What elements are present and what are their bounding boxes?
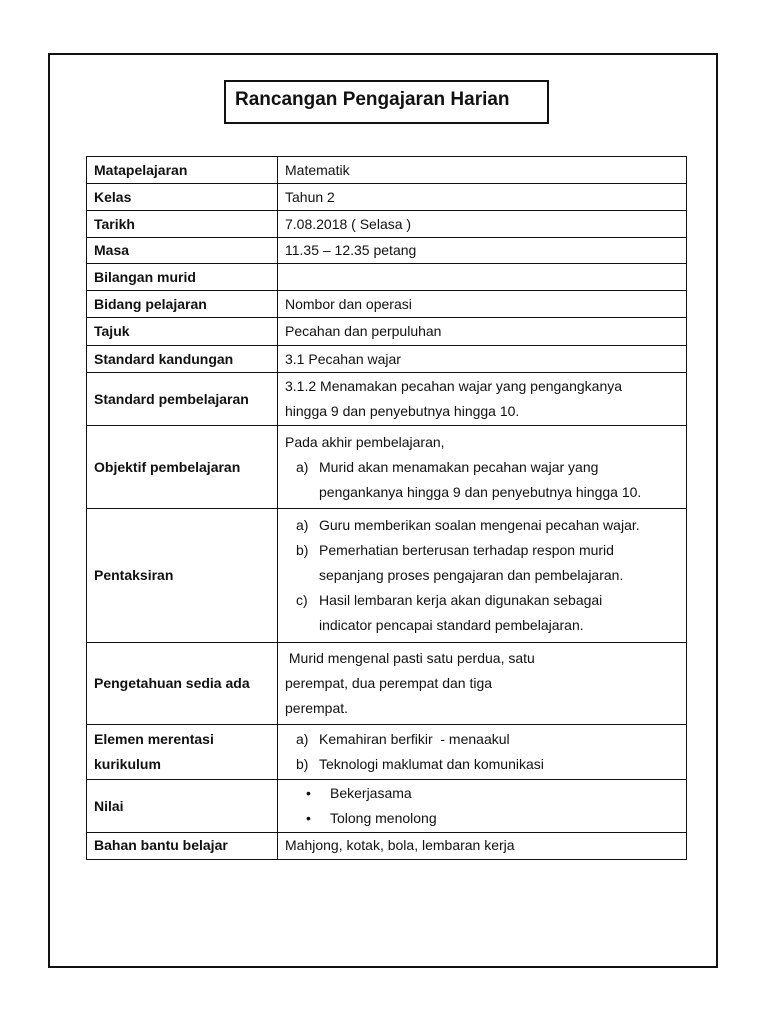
row-value: Mahjong, kotak, bola, lembaran kerja xyxy=(278,833,687,860)
row-label: Tarikh xyxy=(87,211,278,238)
row-value xyxy=(278,426,687,509)
table-row xyxy=(87,780,687,833)
row-label xyxy=(87,725,278,780)
row-value: 11.35 – 12.35 petang xyxy=(278,238,687,264)
table-row xyxy=(87,184,687,211)
list-marker: b) xyxy=(296,542,309,558)
list-item xyxy=(285,455,679,505)
bullet-icon: • xyxy=(306,785,311,801)
list-item xyxy=(285,538,679,588)
table-row xyxy=(87,725,687,780)
label-line: Elemen merentasi xyxy=(94,731,214,747)
text-line: Murid mengenal pasti satu perdua, satu xyxy=(285,650,535,666)
text-line: hingga 9 dan penyebutnya hingga 10. xyxy=(285,403,520,419)
row-label: Bilangan murid xyxy=(87,264,278,291)
row-label: Standard pembelajaran xyxy=(87,373,278,426)
row-value: 7.08.2018 ( Selasa ) xyxy=(278,211,687,238)
text-line: perempat, dua perempat dan tiga xyxy=(285,675,493,691)
table-row xyxy=(87,291,687,318)
row-value xyxy=(278,780,687,833)
label-line: kurikulum xyxy=(94,756,161,772)
text-line: 3.1.2 Menamakan pecahan wajar yang pengangkanya xyxy=(285,378,623,394)
list-item xyxy=(285,727,679,752)
text-line: Murid akan menamakan pecahan wajar yang xyxy=(319,458,599,475)
row-label: Pentaksiran xyxy=(87,509,278,643)
list-item xyxy=(285,513,679,538)
text-line: perempat. xyxy=(285,700,349,716)
text-line: sepanjang proses pengajaran dan pembelajaran. xyxy=(319,567,624,583)
lesson-plan-table xyxy=(86,156,687,860)
table-row xyxy=(87,157,687,184)
table-row xyxy=(87,643,687,725)
table-row xyxy=(87,509,687,643)
row-value xyxy=(278,264,687,291)
text-line: Bekerjasama xyxy=(330,785,412,801)
row-value: Matematik xyxy=(278,157,687,184)
text-line: Guru memberikan soalan mengenai pecahan wajar. xyxy=(319,517,640,533)
text-line: Teknologi maklumat dan komunikasi xyxy=(319,756,544,772)
table-row xyxy=(87,264,687,291)
page-title: Rancangan Pengajaran Harian xyxy=(224,80,549,124)
text-line: pengankanya hingga 9 dan penyebutnya hingga 10. xyxy=(319,483,642,500)
cross-curricular-list xyxy=(285,727,679,777)
row-value xyxy=(278,373,687,426)
row-value: 3.1 Pecahan wajar xyxy=(278,346,687,373)
row-label: Matapelajaran xyxy=(87,157,278,184)
text-line: Tolong menolong xyxy=(330,810,437,826)
row-label: Bidang pelajaran xyxy=(87,291,278,318)
list-marker: a) xyxy=(296,517,309,533)
list-marker: a) xyxy=(296,731,309,747)
assessment-list xyxy=(285,513,679,638)
values-list xyxy=(285,781,679,831)
row-value xyxy=(278,725,687,780)
table-row xyxy=(87,318,687,346)
list-item xyxy=(285,806,679,831)
row-label: Standard kandungan xyxy=(87,346,278,373)
table-row xyxy=(87,426,687,509)
table-row xyxy=(87,346,687,373)
text-line: Kemahiran berfikir - menaakul xyxy=(319,731,510,747)
objective-list xyxy=(285,455,679,505)
table-row xyxy=(87,833,687,860)
row-value xyxy=(278,643,687,725)
list-item xyxy=(285,752,679,777)
table-row xyxy=(87,211,687,238)
row-value: Pecahan dan perpuluhan xyxy=(278,318,687,346)
row-label: Tajuk xyxy=(87,318,278,346)
row-label: Masa xyxy=(87,238,278,264)
text-line: Pemerhatian berterusan terhadap respon murid xyxy=(319,542,614,558)
row-label: Pengetahuan sedia ada xyxy=(87,643,278,725)
list-marker: b) xyxy=(296,756,309,772)
row-value xyxy=(278,509,687,643)
text-line: indicator pencapai standard pembelajaran. xyxy=(319,617,584,633)
list-item xyxy=(285,588,679,638)
row-label: Nilai xyxy=(87,780,278,833)
row-label: Objektif pembelajaran xyxy=(87,426,278,509)
row-value: Nombor dan operasi xyxy=(278,291,687,318)
bullet-icon: • xyxy=(306,810,311,826)
table-row xyxy=(87,373,687,426)
text-line: Pada akhir pembelajaran, xyxy=(285,433,445,450)
table-row xyxy=(87,238,687,264)
row-label: Kelas xyxy=(87,184,278,211)
row-value: Tahun 2 xyxy=(278,184,687,211)
list-marker: a) xyxy=(296,458,309,475)
list-marker: c) xyxy=(296,592,308,608)
row-label: Bahan bantu belajar xyxy=(87,833,278,860)
text-line: Hasil lembaran kerja akan digunakan sebagai xyxy=(319,592,603,608)
list-item xyxy=(285,781,679,806)
